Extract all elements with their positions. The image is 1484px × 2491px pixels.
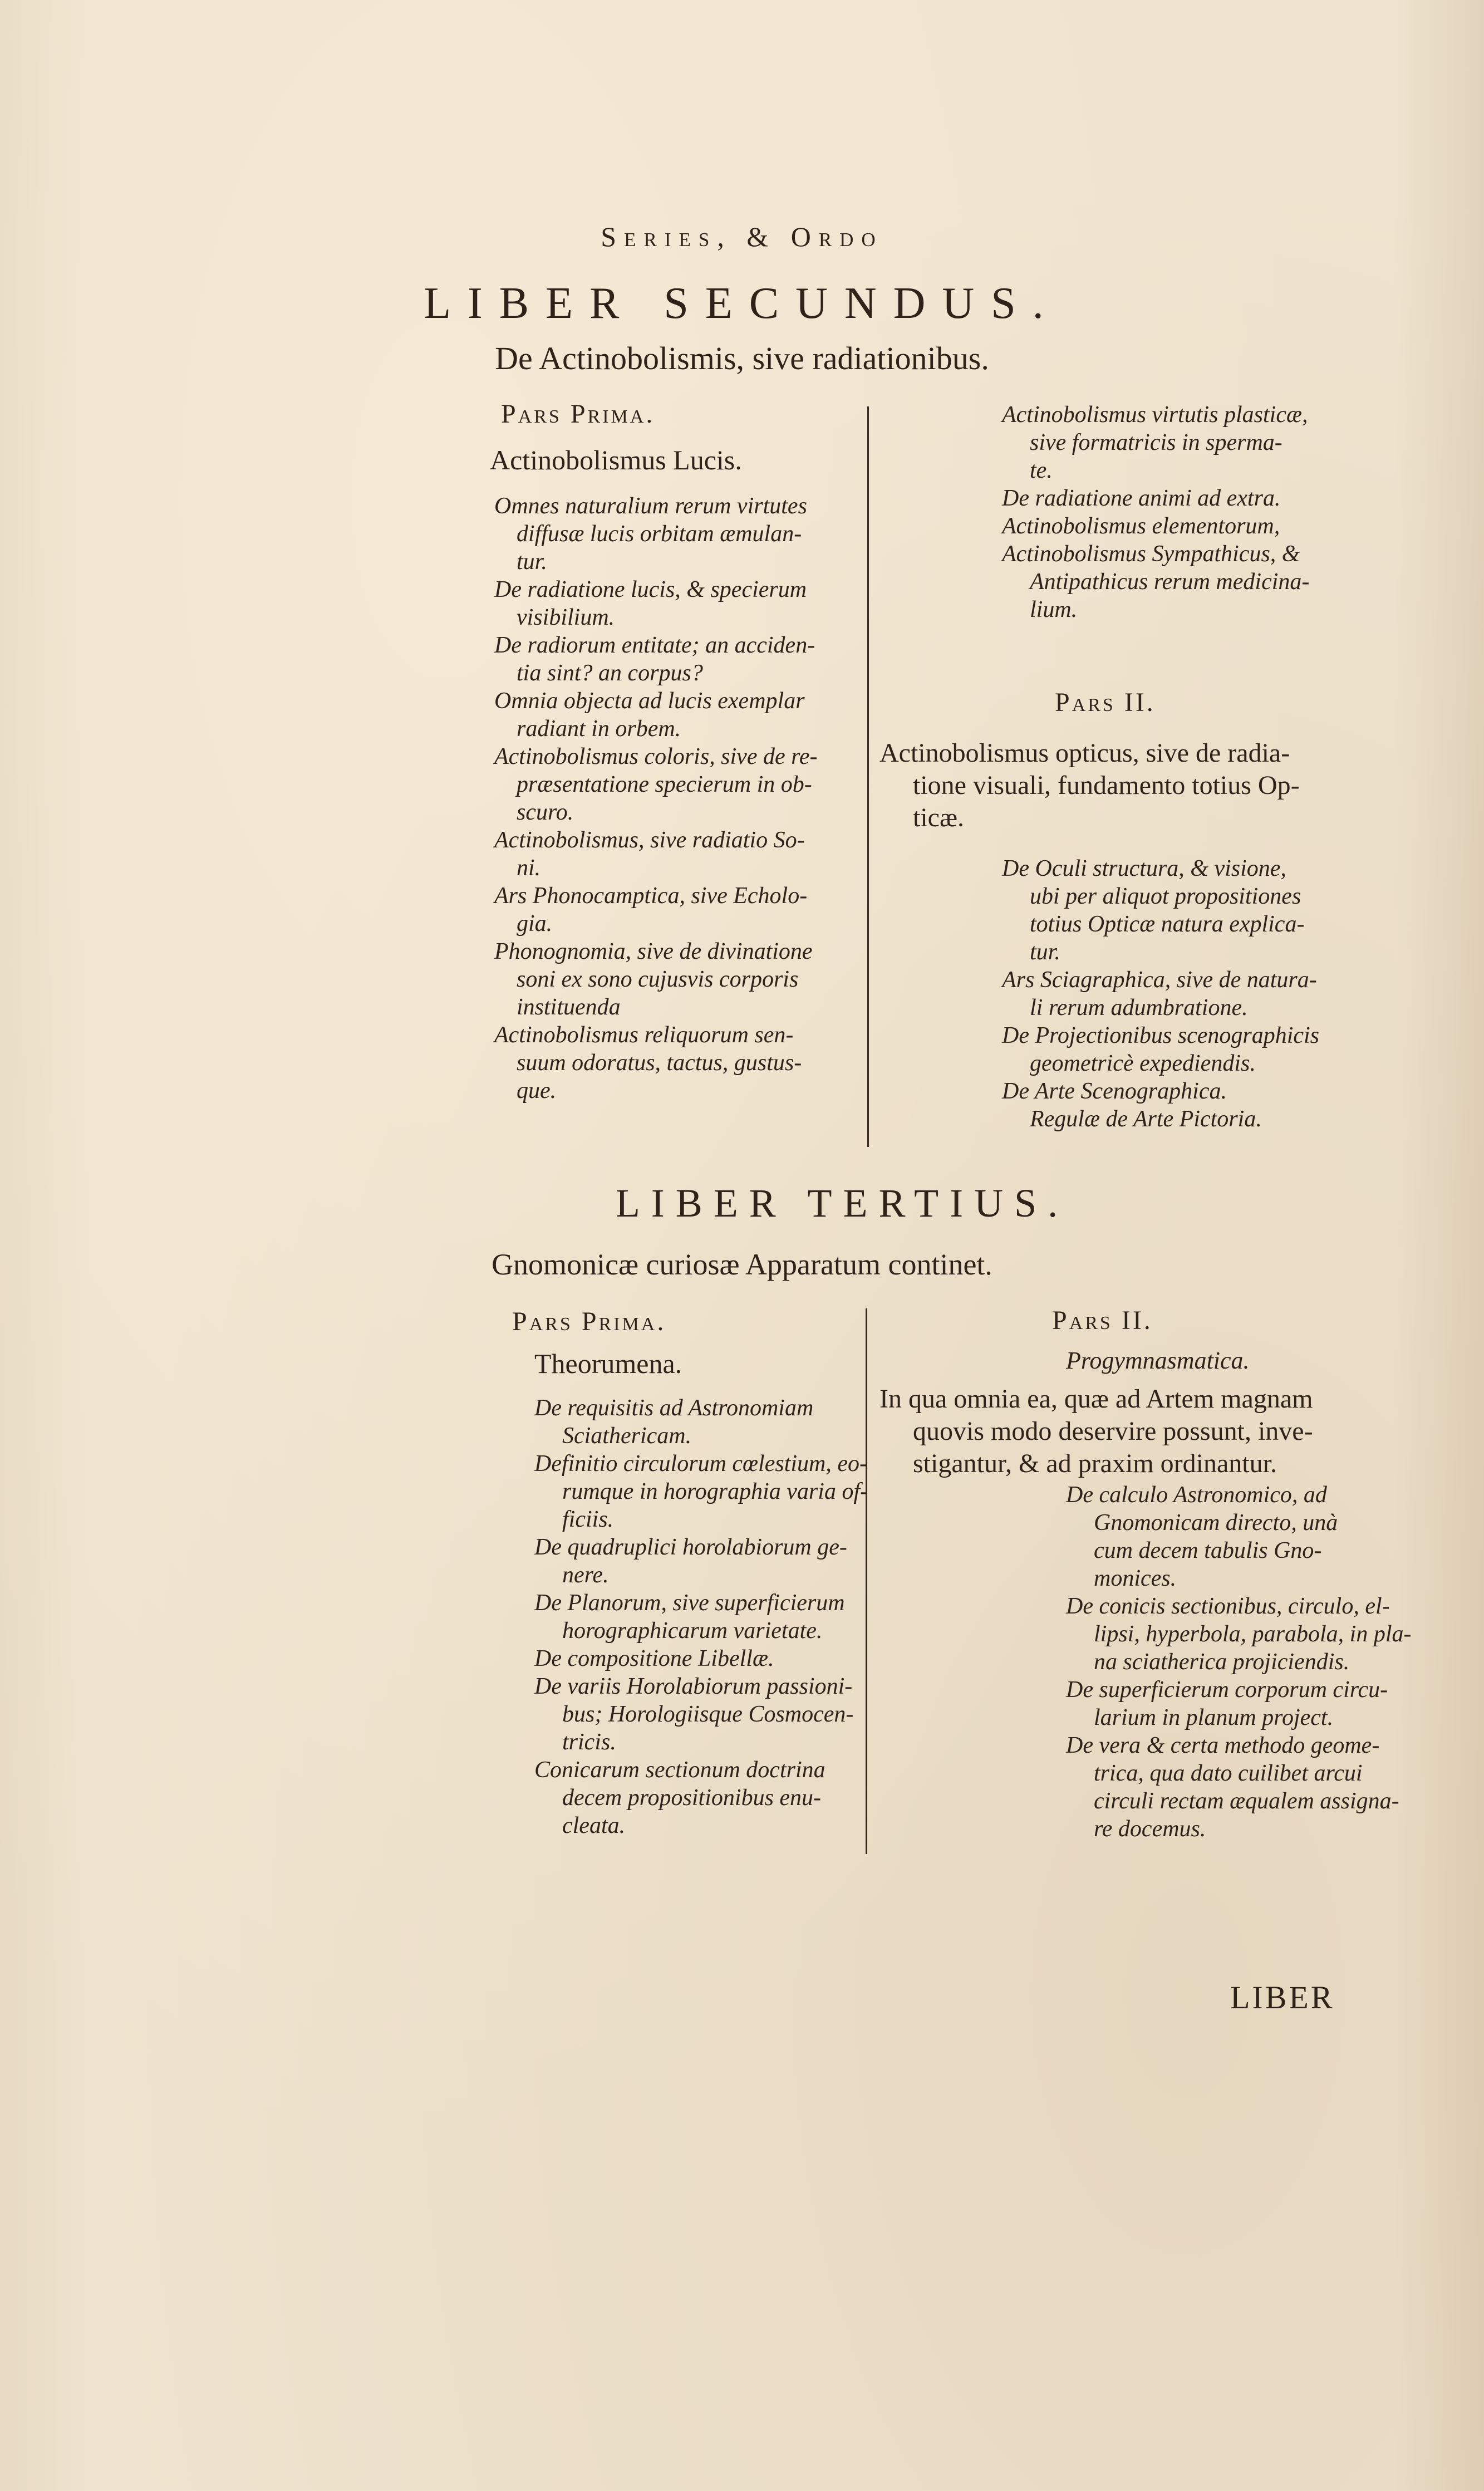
entry-text-line: que. [517,1078,557,1104]
column-divider [867,406,869,1147]
entry-text-line: larium in planum project. [1094,1705,1334,1730]
entry-text-line: Actinobolismus elementorum, [1002,513,1280,539]
entry-text-line: lipsi, hyperbola, parabola, in pla- [1094,1621,1412,1647]
entry-text-line: sive formatricis in sperma- [1030,430,1282,455]
entry-text-line: decem propositionibus enu- [562,1785,822,1811]
section-heading: Pars II. [1052,1306,1153,1335]
entry-text-line: monices. [1094,1566,1177,1591]
entry-text-line: horographicarum varietate. [562,1618,823,1644]
entry-text-line: bus; Horologiisque Cosmocen- [562,1701,854,1727]
entry-text-line: Phonognomia, sive de divinatione [494,939,813,964]
entry-text-line: De requisitis ad Astronomiam [534,1395,814,1421]
entry-text-line: Gnomonicam directo, unà [1094,1510,1338,1536]
entry-text-line: cum decem tabulis Gno- [1094,1538,1322,1563]
entry-text-line: Sciathericam. [562,1423,692,1449]
entry-text-line: Omnia objecta ad lucis exemplar [494,688,805,714]
entry-text-line: tur. [1030,939,1060,965]
entry-text-line: Actinobolismus virtutis plasticæ, [1002,402,1308,428]
catchword: LIBER [1230,1979,1335,2016]
entry-text-line: na sciatherica projiciendis. [1094,1649,1350,1675]
entry-text-line: De radiatione lucis, & specierum [494,577,807,602]
column-divider [866,1308,867,1854]
entry-text-line: Ars Phonocamptica, sive Echolo- [494,883,808,909]
entry-text-line: tur. [517,549,547,575]
entry-text-line: De variis Horolabiorum passioni- [534,1674,853,1699]
section-heading: Pars Prima. [512,1307,666,1336]
description-line: In qua omnia ea, quæ ad Artem magnam [879,1384,1313,1414]
entry-text-line: Antipathicus rerum medicina- [1030,569,1310,595]
entry-text-line: De Projectionibus scenographicis [1002,1023,1320,1048]
description-line: ticæ. [913,803,964,832]
section-title: Theorumena. [534,1348,682,1379]
entry-text-line: De conicis sectionibus, circulo, el- [1066,1593,1390,1619]
entry-text-line: De radiorum entitate; an acciden- [494,632,815,658]
entry-text-line: De superficierum corporum circu- [1066,1677,1388,1703]
entry-text-line: li rerum adumbratione. [1030,995,1248,1021]
book-two-subtitle: De Actinobolismis, sive radiationibus. [495,340,989,376]
entry-text-line: De calculo Astronomico, ad [1066,1482,1327,1508]
book-three-subtitle: Gnomonicæ curiosæ Apparatum continet. [492,1248,992,1281]
entry-text-line: De quadruplici horolabiorum ge- [534,1534,847,1560]
entry-text-line: te. [1030,458,1053,483]
entry-text-line: re docemus. [1094,1816,1206,1842]
entry-text-line: trica, qua dato cuilibet arcui [1094,1761,1363,1786]
entry-text-line: Actinobolismus, sive radiatio So- [494,827,805,853]
entry-text-line: instituenda [517,994,621,1020]
running-title: Series, & Ordo [601,221,883,252]
entry-text-line: cleata. [562,1813,626,1838]
entry-text-line: tricis. [562,1729,616,1755]
section-heading: Pars II. [1055,688,1156,717]
entry-text-line: De vera & certa methodo geome- [1066,1733,1380,1758]
entry-text-line: De Planorum, sive superficierum [534,1590,845,1616]
entry-text-line: suum odoratus, tactus, gustus- [517,1050,802,1076]
entry-text-line: visibilium. [517,605,615,630]
entry-text-line: Actinobolismus Sympathicus, & [1002,541,1300,567]
entry-text-line: præsentatione specierum in ob- [517,772,812,797]
entry-text-line: Definitio circulorum cœlestium, eo- [534,1451,868,1477]
section-title: Progymnasmatica. [1066,1347,1250,1374]
entry-text-line: De Oculi structura, & visione, [1002,856,1286,881]
entry-text-line: soni ex sono cujusvis corporis [517,967,799,992]
description-line: tione visuali, fundamento totius Op- [913,771,1300,800]
description-line: stigantur, & ad praxim ordinantur. [913,1449,1277,1478]
entry-text-line: ni. [517,855,541,881]
section-description [879,1383,1313,1480]
entry-text-line: Conicarum sectionum doctrina [534,1757,825,1783]
entry-text-line: geometricè expediendis. [1030,1051,1256,1076]
entry-text-line: gia. [517,911,553,936]
entry-text-line: diffusæ lucis orbitam æmulan- [517,521,802,547]
entry-text-line: Actinobolismus reliquorum sen- [494,1022,794,1048]
entry-text-line: circuli rectam æqualem assigna- [1094,1788,1399,1814]
entry-text-line: tia sint? an corpus? [517,660,703,686]
entry-text-line: Actinobolismus coloris, sive de re- [494,744,818,769]
entry-text-line: De compositione Libellæ. [534,1646,774,1671]
entry-text-line: radiant in orbem. [517,716,681,742]
entry-text-line: Ars Sciagraphica, sive de natura- [1002,967,1317,993]
description-line: quovis modo deservire possunt, inve- [913,1416,1313,1446]
entry-text-line: lium. [1030,597,1078,622]
section-description [879,737,1300,834]
entry-text-line: scuro. [517,800,574,825]
entry-text-line: totius Opticæ natura explica- [1030,911,1305,937]
description-line: Actinobolismus opticus, sive de radia- [879,738,1290,768]
book-three-title: LIBER TERTIUS. [615,1181,1069,1225]
entry-text-line: Regulæ de Arte Pictoria. [1030,1106,1262,1132]
section-title: Actinobolismus Lucis. [490,444,742,475]
book-two-title: LIBER SECUNDUS. [424,279,1060,328]
entry-text-line: De radiatione animi ad extra. [1002,486,1281,511]
entry-text-line: Omnes naturalium rerum virtutes [494,493,807,519]
entry-text-line: ficiis. [562,1507,614,1532]
entry-text-line: ubi per aliquot propositiones [1030,884,1301,909]
entry-text-line: De Arte Scenographica. [1002,1078,1227,1104]
entry-text-line: rumque in horographia varia of- [562,1479,868,1504]
entry-text-line: nere. [562,1562,609,1588]
section-heading: Pars Prima. [501,399,655,429]
